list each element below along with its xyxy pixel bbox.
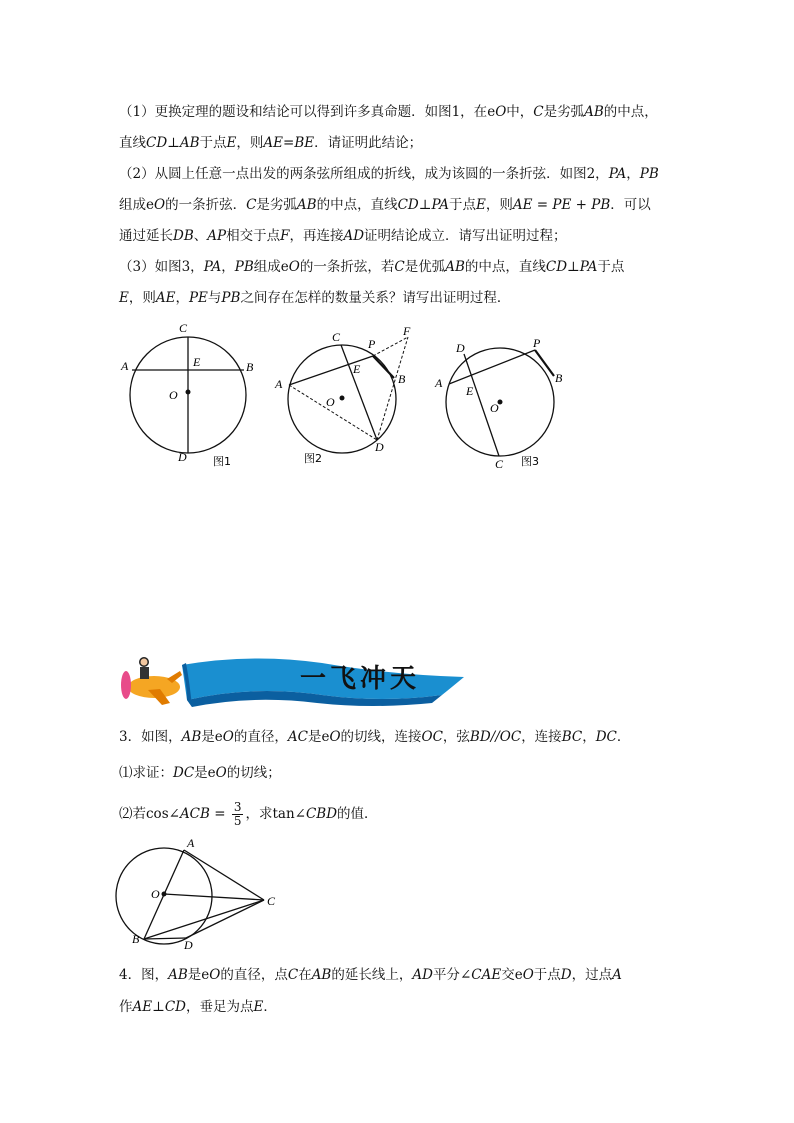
fig2-label-e: E	[353, 362, 361, 376]
fig2-label-f: F	[403, 324, 411, 338]
fraction: $\frac{3}{5}$	[233, 800, 242, 828]
fig2-label-p: P	[368, 337, 376, 351]
fig2-label-b: B	[398, 372, 406, 386]
q4-line1: 4．图，AB是eO的直径，点C在AB的延长线上，AD平分∠CAE交eO于点D，过点A	[119, 967, 622, 983]
q3-line3: ⑵若cos∠ACB = $\frac{3}{5}$ ，求tan∠CBD的值．	[119, 800, 378, 828]
q3-line1: 3．如图，AB是eO的直径，AC是eO的切线，连接OC，弦BD//OC，连接BC，DC．	[119, 729, 631, 745]
part3-line2: E，则AE，PE与PB之间存在怎样的数量关系？请写出证明过程．	[119, 290, 511, 306]
fig1-label-e: E	[193, 355, 201, 369]
fig3-label-b: B	[555, 371, 563, 385]
figure-3	[430, 332, 580, 472]
fig1-label-o: O	[169, 388, 178, 402]
fig4-label-b: B	[132, 932, 140, 946]
fig1-label-a: A	[121, 359, 129, 373]
part1-line2: 直线CD⊥AB于点E，则AE=BE．请证明此结论；	[119, 135, 423, 151]
part2-line1: （2）从圆上任意一点出发的两条弦所组成的折线，成为该圆的一条折弦．如图2，PA，PB	[119, 166, 659, 182]
fig1-label-d: D	[178, 450, 187, 464]
fig2-label-o: O	[326, 395, 335, 409]
fig3-label-c: C	[495, 457, 504, 471]
fig4-label-c: C	[267, 894, 276, 908]
fig2-label-a: A	[275, 377, 283, 391]
fig1-label-c: C	[179, 321, 188, 335]
fig3-label-e: E	[466, 384, 474, 398]
banner-title: 一飞冲天	[300, 664, 421, 694]
part1-line1: （1）更换定理的题设和结论可以得到许多真命题．如图1，在eO中，C是劣弧AB的中点，	[119, 104, 658, 120]
fig4-label-a: A	[187, 836, 195, 850]
fig3-label-d: D	[456, 341, 465, 355]
fig2-label-c: C	[332, 330, 341, 344]
fig1-caption: 图1	[213, 455, 231, 468]
figure-4	[112, 836, 292, 954]
part3-line1: （3）如图3，PA，PB组成eO的一条折弦，若C是优弧AB的中点，直线CD⊥PA于点	[119, 259, 625, 275]
fig3-label-o: O	[490, 401, 499, 415]
fig2-caption: 图2	[304, 452, 322, 465]
fig3-label-a: A	[435, 376, 443, 390]
fig4-label-o: O	[151, 887, 160, 901]
fig3-label-p: P	[533, 336, 541, 350]
fig1-label-b: B	[246, 360, 254, 374]
part2-line3: 通过延长DB、AP相交于点F，再连接AD证明结论成立．请写出证明过程；	[119, 228, 567, 244]
q4-line2: 作AE⊥CD，垂足为点E．	[119, 999, 277, 1015]
part2-line2: 组成eO的一条折弦．C是劣弧AB的中点，直线CD⊥PA于点E，则AE = PE + PB．可以	[119, 197, 651, 213]
fig2-label-d: D	[375, 440, 384, 454]
q3-line2: ⑴求证：DC是eO的切线；	[119, 765, 281, 781]
figure-1	[115, 318, 260, 473]
fig4-label-d: D	[184, 938, 193, 952]
fig3-caption: 图3	[521, 455, 539, 468]
figure-2	[268, 322, 428, 472]
